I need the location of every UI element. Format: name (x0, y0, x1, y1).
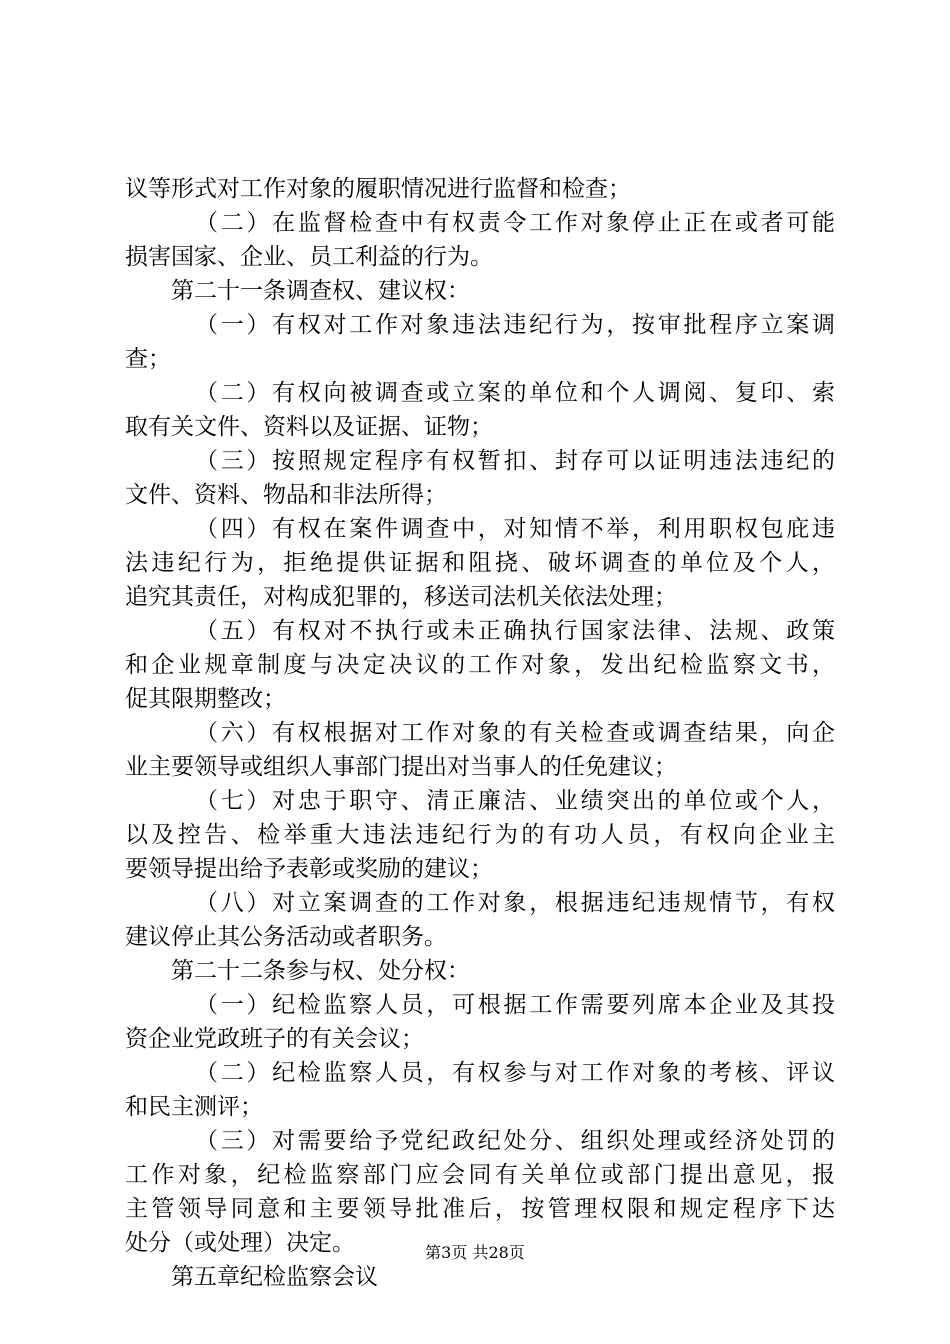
text-line: （五）有权对不执行或未正确执行国家法律、法规、政策 (195, 618, 835, 644)
text-line: （六）有权根据对工作对象的有关检查或调查结果，向企 (195, 720, 835, 746)
text-line: 文件、资料、物品和非法所得； (125, 482, 447, 508)
text-line: （四）有权在案件调查中，对知情不举，利用职权包庇违 (195, 516, 835, 542)
text-line: （三）按照规定程序有权暂扣、封存可以证明违法违纪的 (195, 448, 835, 474)
text-line: 工作对象，纪检监察部门应会同有关单位或部门提出意见，报 (125, 1162, 835, 1188)
text-line: 主管领导同意和主要领导批准后，按管理权限和规定程序下达 (125, 1196, 835, 1222)
text-line: （七）对忠于职守、清正廉洁、业绩突出的单位或个人， (195, 788, 835, 814)
text-line: 资企业党政班子的有关会议； (125, 1026, 424, 1052)
article-heading: 第二十一条调查权、建议权： (171, 278, 470, 304)
text-line: 追究其责任，对构成犯罪的，移送司法机关依法处理； (125, 584, 677, 610)
text-line: 要领导提出给予表彰或奖励的建议； (125, 856, 493, 882)
article-heading: 第二十二条参与权、处分权： (171, 958, 470, 984)
text-line: 建议停止其公务活动或者职务。 (125, 924, 447, 950)
text-line: 法违纪行为，拒绝提供证据和阻挠、破坏调查的单位及个人， (125, 550, 835, 576)
text-line: 损害国家、企业、员工利益的行为。 (125, 244, 493, 270)
page-number-footer: 第3页 共28页 (425, 1243, 525, 1262)
text-line: 议等形式对工作对象的履职情况进行监督和检查； (125, 176, 631, 202)
text-line: （八）对立案调查的工作对象，根据违纪违规情节，有权 (195, 890, 835, 916)
text-line: 取有关文件、资料以及证据、证物； (125, 414, 493, 440)
text-line: （二）在监督检查中有权责令工作对象停止正在或者可能 (195, 210, 835, 236)
text-line: 业主要领导或组织人事部门提出对当事人的任免建议； (125, 754, 677, 780)
document-body (125, 172, 835, 1294)
text-line: 和企业规章制度与决定决议的工作对象，发出纪检监察文书， (125, 652, 835, 678)
text-line: 促其限期整改； (125, 686, 286, 712)
text-line: （三）对需要给予党纪政纪处分、组织处理或经济处罚的 (195, 1128, 835, 1154)
chapter-heading: 第五章纪检监察会议 (171, 1264, 378, 1290)
text-line: （二）纪检监察人员，有权参与对工作对象的考核、评议 (195, 1060, 835, 1086)
text-line: 和民主测评； (125, 1094, 263, 1120)
text-line: （二）有权向被调查或立案的单位和个人调阅、复印、索 (195, 380, 835, 406)
text-line: 处分（或处理）决定。 (125, 1230, 355, 1256)
text-line: 查； (125, 346, 171, 372)
text-line: （一）纪检监察人员，可根据工作需要列席本企业及其投 (195, 992, 835, 1018)
text-line: （一）有权对工作对象违法违纪行为，按审批程序立案调 (195, 312, 835, 338)
text-line: 以及控告、检举重大违法违纪行为的有功人员，有权向企业主 (125, 822, 835, 848)
